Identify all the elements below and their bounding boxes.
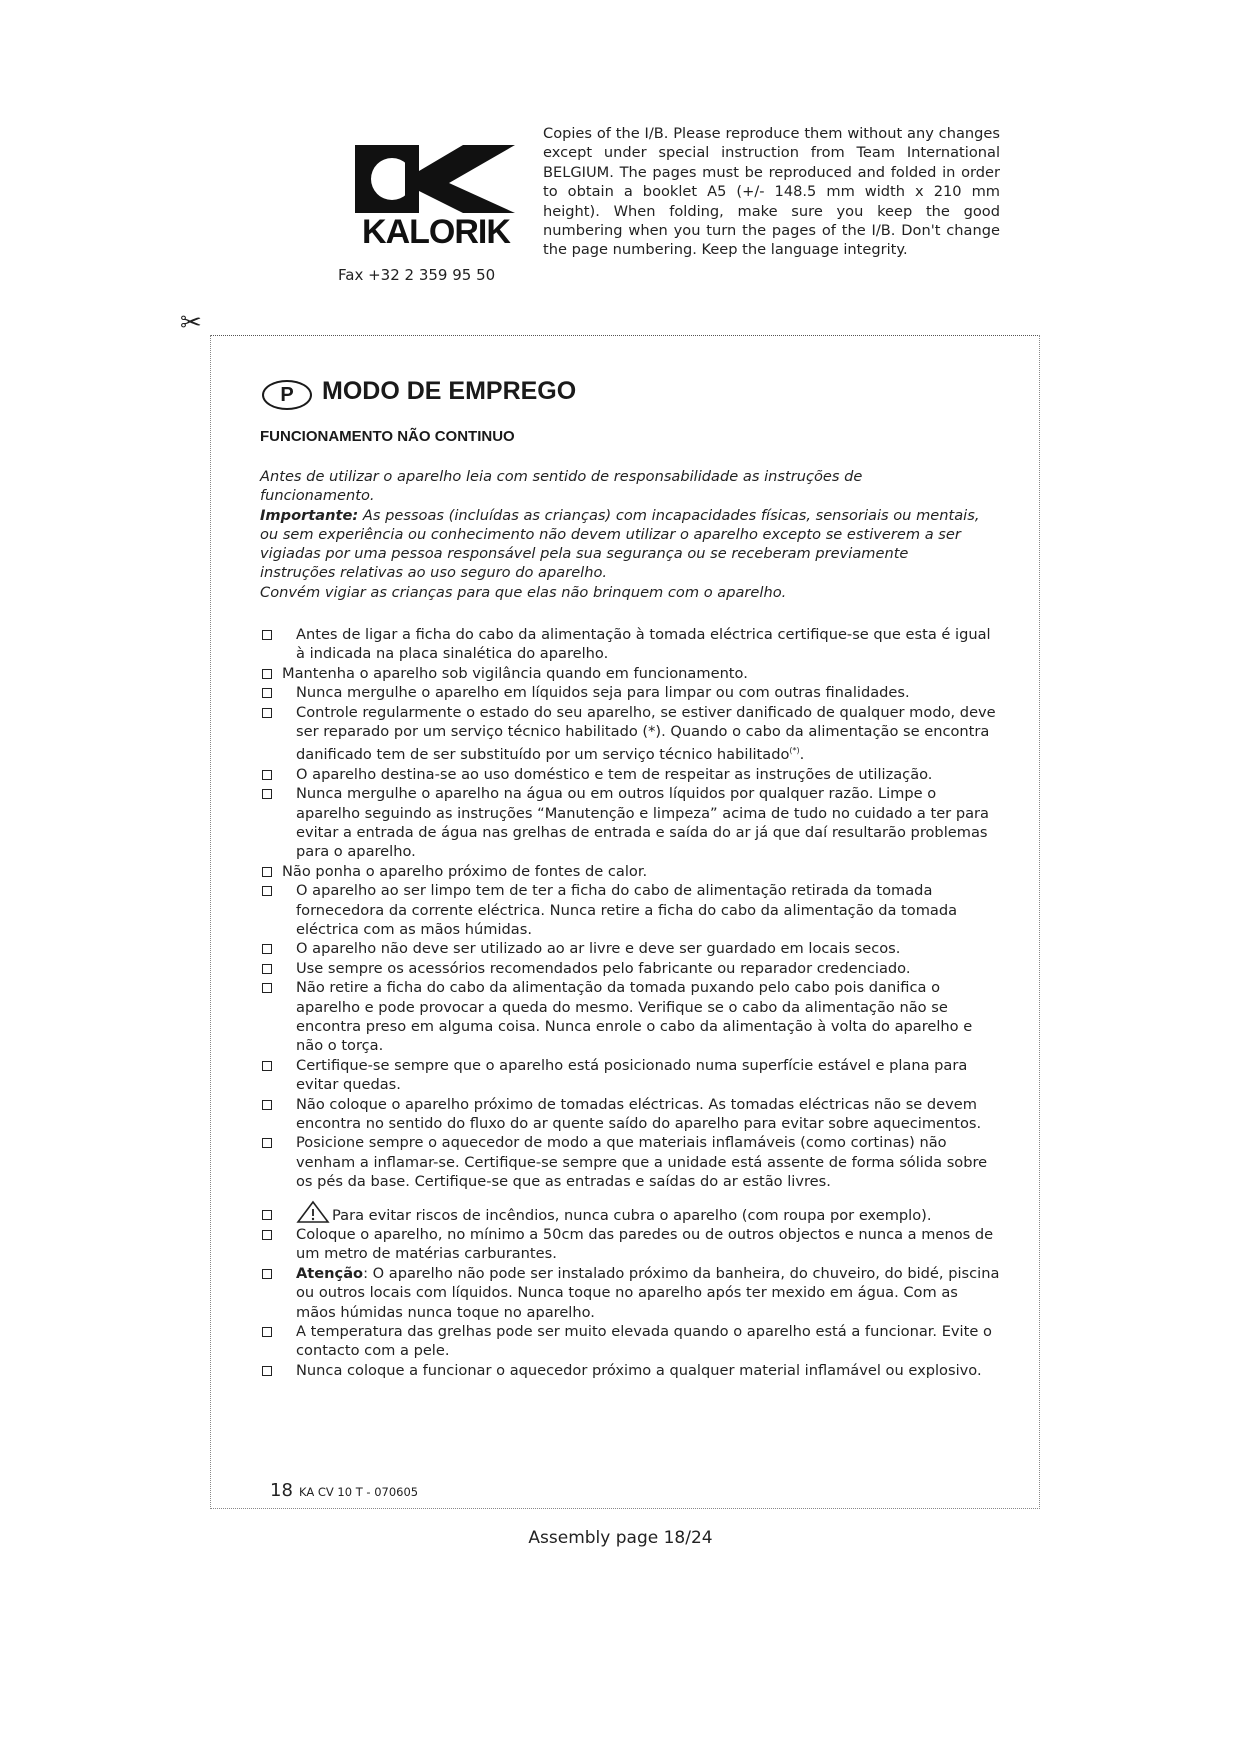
list-item-text: A temperatura das grelhas pode ser muito elevada quando o aparelho está a funcionar. Evite o contacto com a pele. <box>296 1323 992 1360</box>
checkbox-icon <box>262 789 272 799</box>
list-item <box>260 1264 1000 1322</box>
list-item-text: Mantenha o aparelho sob vigilância quando em funcionamento. <box>282 664 748 682</box>
list-item-text: Antes de ligar a ficha do cabo da alimentação à tomada eléctrica certifique-se que esta é igual à indicada na placa sinalética do aparelho. <box>296 626 991 663</box>
list-item-text: Não retire a ficha do cabo da alimentação da tomada puxando pelo cabo pois danifica o aparelho e pode provocar a queda do mesmo. Verifique se o cabo da alimentação não se encontra preso em alguma coisa. Nunca enrole o cabo da alimentação à volta do aparelho e não o torça. <box>296 979 973 1055</box>
list-item <box>260 784 1000 862</box>
attention-label: Atenção <box>296 1264 364 1282</box>
checkbox-icon <box>262 1366 272 1376</box>
list-item-text: . <box>799 746 805 764</box>
list-item <box>260 959 1000 978</box>
brand-wordmark: KALORIK <box>362 213 510 251</box>
checkbox-icon <box>262 1230 272 1240</box>
list-item-text: Para evitar riscos de incêndios, nunca cubra o aparelho (com roupa por exemplo). <box>332 1206 932 1224</box>
intro-paragraph: Antes de utilizar o aparelho leia com sentido de responsabilidade as instruções de funcionamento. <box>260 468 863 505</box>
list-item <box>260 703 1000 765</box>
list-item-text: Coloque o aparelho, no mínimo a 50cm das paredes ou de outros objectos e nunca a menos de um metro de matérias carburantes. <box>296 1226 994 1263</box>
list-item <box>260 1056 1000 1095</box>
list-item <box>260 978 1000 1056</box>
list-item-text: Certifique-se sempre que o aparelho está posicionado numa superfície estável e plana para evitar quedas. <box>296 1056 968 1094</box>
warning-icon <box>296 1200 330 1224</box>
list-item <box>260 1095 1000 1134</box>
list-item-text: Nunca mergulhe o aparelho na água ou em outros líquidos por qualquer razão. Limpe o aparelho seguindo as instruções “Manutenção e limpeza” acima de tudo no cuidado a ter para evitar a entrada de água nas grelhas de entrada e saída do ar já que daí resultarão problemas para o aparelho. <box>296 785 989 861</box>
list-item-text: : O aparelho não pode ser instalado próximo da banheira, do chuveiro, do bidé, piscina ou outros locais com líquidos. Nunca toque no aparelho após ter mexido em água. Com as mãos húmidas nunca toque no aparelho. <box>296 1264 1000 1321</box>
list-item-text: O aparelho destina-se ao uso doméstico e tem de respeitar as instruções de utilização. <box>296 765 933 783</box>
checkbox-icon <box>262 770 272 780</box>
important-text: As pessoas (incluídas as crianças) com incapacidades físicas, sensoriais ou mentais, ou sem experiência ou conhecimento não devem utilizar o aparelho excepto se estiverem a ser vigiadas por uma pessoa responsável pela sua segurança ou se receberam previamente instruções relativas ao uso seguro do aparelho. <box>260 506 980 582</box>
list-item-text: O aparelho não deve ser utilizado ao ar livre e deve ser guardado em locais secos. <box>296 940 901 958</box>
checkbox-icon <box>262 688 272 698</box>
section-title: MODO DE EMPREGO <box>322 377 577 405</box>
list-item <box>260 1133 1000 1191</box>
checkbox-icon <box>262 1061 272 1071</box>
fax-number: Fax +32 2 359 95 50 <box>338 266 496 284</box>
important-paragraph <box>260 506 980 583</box>
children-paragraph: Convém vigiar as crianças para que elas não brinquem com o aparelho. <box>260 583 787 601</box>
document-code: KA CV 10 T - 070605 <box>299 1485 419 1499</box>
checkbox-icon <box>262 867 272 877</box>
list-item-text: Não coloque o aparelho próximo de tomadas eléctricas. As tomadas eléctricas não se devem encontra no sentido do fluxo do ar quente saído do aparelho para evitar sobre aquecimentos. <box>296 1095 982 1133</box>
list-item-text: O aparelho ao ser limpo tem de ter a ficha do cabo de alimentação retirada da tomada fornecedora da corrente eléctrica. Nunca retire a ficha do cabo da alimentação da tomada eléctrica com as mãos húmidas. <box>296 882 958 938</box>
list-item <box>260 1225 1000 1264</box>
list-item <box>260 1322 1000 1361</box>
section-subtitle: FUNCIONAMENTO NÃO CONTINUO <box>260 428 515 445</box>
checkbox-icon <box>262 630 272 640</box>
checkbox-icon <box>262 944 272 954</box>
assembly-page-label: Assembly page 18/24 <box>528 1528 713 1548</box>
intro-text <box>260 467 980 602</box>
list-item-text: Nunca coloque a funcionar o aquecedor próximo a qualquer material inflamável ou explosivo. <box>296 1361 982 1379</box>
list-item <box>260 765 1000 784</box>
checkbox-icon <box>262 1269 272 1279</box>
important-label: Importante: <box>260 506 359 524</box>
list-item <box>260 625 1000 664</box>
list-item-text: Controle regularmente o estado do seu aparelho, se estiver danificado de qualquer modo, deve ser reparado por um serviço técnico habilitado (*). Quando o cabo da alimentação se encontra danificado tem de ser substituído por um serviço técnico habilitado <box>296 703 996 764</box>
list-item <box>260 1361 1000 1380</box>
list-item-text: Use sempre os acessórios recomendados pelo fabricante ou reparador credenciado. <box>296 959 911 977</box>
footnote-mark: (*) <box>789 746 800 756</box>
safety-list <box>260 625 1000 1380</box>
scissors-icon: ✂ <box>180 308 202 338</box>
checkbox-icon <box>262 669 272 679</box>
list-item-text: Posicione sempre o aquecedor de modo a que materiais inflamáveis (como cortinas) não venham a inflamar-se. Certifique-se sempre que a unidade está assente de forma sólida sobre os pés da base. Certifique-se que as entradas e saídas do ar estão livres. <box>296 1134 988 1191</box>
checkbox-icon <box>262 1327 272 1337</box>
list-item <box>260 683 1000 702</box>
checkbox-icon <box>262 1210 272 1220</box>
list-item <box>260 664 1000 683</box>
list-item <box>260 862 1000 881</box>
list-item <box>260 1200 1000 1225</box>
checkbox-icon <box>262 708 272 718</box>
list-item <box>260 881 1000 939</box>
checkbox-icon <box>262 1100 272 1110</box>
checkbox-icon <box>262 964 272 974</box>
checkbox-icon <box>262 886 272 896</box>
list-item-text: Nunca mergulhe o aparelho em líquidos seja para limpar ou com outras finalidades. <box>296 684 910 702</box>
checkbox-icon <box>262 1138 272 1148</box>
page-number: 18 <box>270 1480 293 1501</box>
list-item-text: Não ponha o aparelho próximo de fontes de calor. <box>282 862 648 880</box>
list-item <box>260 939 1000 958</box>
copies-note: Copies of the I/B. Please reproduce them without any changes except under special instruction from Team International BELGIUM. The pages must be reproduced and folded in order to obtain a booklet A5 (+/- 148.5 mm width x 210 mm height). When folding, make sure you keep the good numbering when you turn the pages of the I/B. Don't change the page numbering. Keep the language integrity. <box>543 125 1000 259</box>
checkbox-icon <box>262 983 272 993</box>
language-badge: P <box>262 380 312 410</box>
